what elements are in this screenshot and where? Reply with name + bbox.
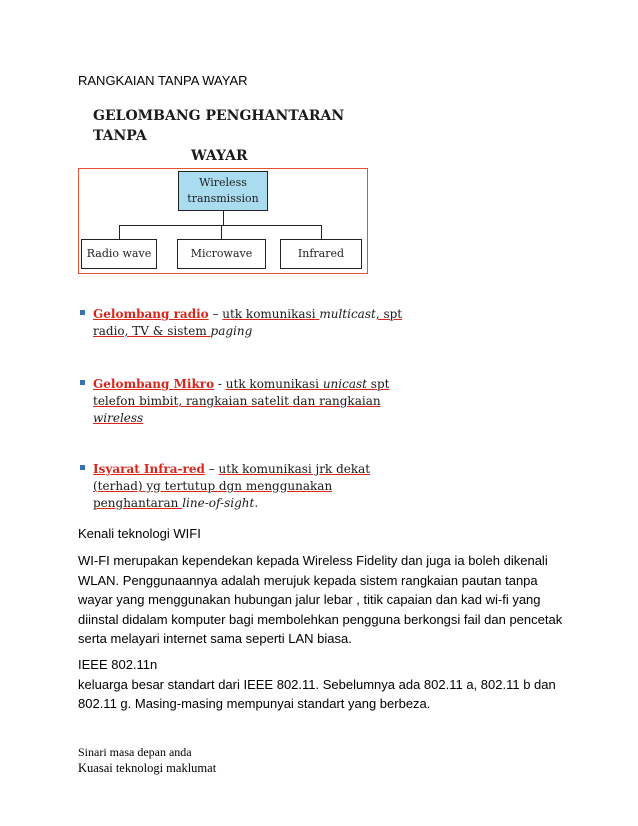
diagram-node-infrared: Infrared (280, 239, 362, 269)
bullet-text: spt telefon bimbit, rangkaian satelit dan rangkaian (93, 377, 390, 408)
bullet-microwave (80, 376, 410, 427)
diagram-root-node (178, 171, 268, 211)
diagram-connector-microwave (221, 225, 222, 239)
bullet-italic: paging (210, 324, 253, 338)
diagram-root-label-line-1: Wireless (199, 176, 247, 189)
bullet-italic: wireless (93, 411, 144, 425)
bullet-italic: multicast (319, 307, 376, 321)
wifi-paragraph: WI-FI merupakan kependekan kepada Wireless Fidelity dan juga ia boleh dikenali WLAN. Penggunaannya adalah merujuk kepada sistem rangkaian pautan tanpa wayar yang menggunakan hubungan jalur lebar , titik capaian dan kad wi-fi yang diinstal didalam komputer bagi membolehkan pengguna berkongsi fail dan pencetak serta melayari internet sama seperti LAN biasa. (78, 553, 563, 646)
wireless-transmission-diagram (78, 168, 368, 274)
bullet-italic: unicast (322, 377, 367, 391)
bullet-separator: – (208, 307, 223, 321)
bullet-text: utk komunikasi (225, 377, 323, 391)
document-heading: RANGKAIAN TANPA WAYAR (78, 73, 248, 88)
slide-title (93, 106, 353, 166)
diagram-root-label-line-2: transmission (187, 192, 259, 205)
bullet-infrared (80, 461, 410, 512)
bullet-term: Gelombang Mikro (93, 377, 215, 391)
slide-title-line-1: GELOMBANG PENGHANTARAN TANPA (93, 108, 345, 144)
bullet-separator: - (214, 377, 226, 391)
bullet-separator: – (204, 462, 219, 476)
diagram-node-radio-wave: Radio wave (81, 239, 157, 269)
bullet-italic: line-of-sight (182, 496, 255, 510)
diagram-connector-radio (119, 225, 120, 239)
bullet-square-icon (80, 465, 85, 470)
bullet-text: , spt radio, TV & sistem (93, 307, 403, 338)
bullet-term: Isyarat Infra-red (93, 462, 205, 476)
bullet-text: utk komunikasi jrk dekat (terhad) yg tertutup dgn menggunakan penghantaran (93, 462, 371, 510)
ieee-heading: IEEE 802.11n (78, 657, 158, 672)
bullet-text: . (254, 496, 259, 510)
wifi-heading: Kenali teknologi WIFI (78, 526, 201, 541)
diagram-connector-infrared (321, 225, 322, 239)
bullet-square-icon (80, 310, 85, 315)
footer-line-1: Sinari masa depan anda (78, 745, 192, 759)
bullet-radio (80, 306, 410, 340)
slide-title-line-2: WAYAR (191, 148, 248, 164)
bullet-square-icon (80, 380, 85, 385)
bullet-text: utk komunikasi (222, 307, 320, 321)
diagram-node-microwave: Microwave (177, 239, 266, 269)
diagram-connector-vertical-root (223, 211, 224, 225)
ieee-paragraph: keluarga besar standart dari IEEE 802.11. Sebelumnya ada 802.11 a, 802.11 b dan 802.11 g. Masing-masing mempunyai standart yang berbeza. (78, 677, 556, 711)
bullet-term: Gelombang radio (93, 307, 209, 321)
footer-line-2: Kuasai teknologi maklumat (78, 761, 217, 775)
